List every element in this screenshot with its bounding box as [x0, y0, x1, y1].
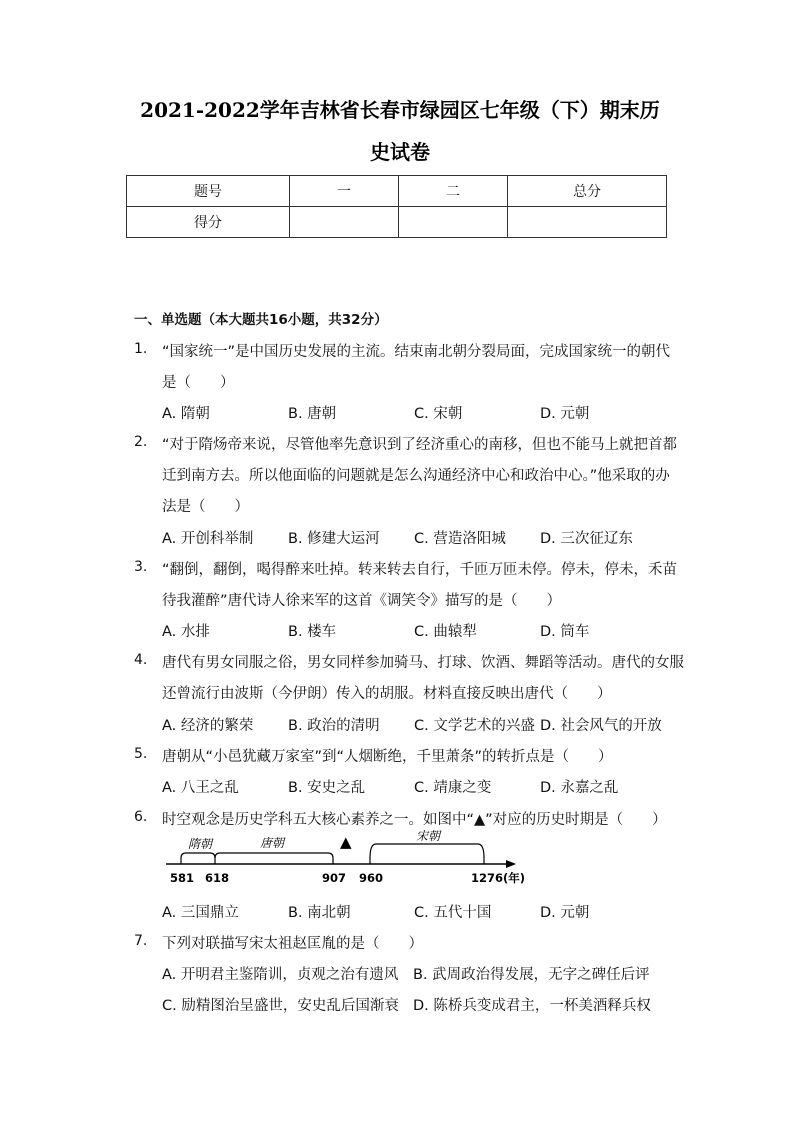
question-text: 唐朝从“小邑犹藏万家室”到“人烟断绝，千里萧条”的转折点是（ ）: [162, 749, 613, 765]
option-c: C. 曲辕犁: [414, 624, 477, 640]
question-text: 迁到南方去。所以他面临的问题就是怎么沟通经济中心和政治中心。”他采取的办: [162, 468, 670, 484]
option-d: D. 元朝: [540, 406, 590, 422]
timeline-unit: (年): [503, 871, 526, 885]
period-label-tang: 唐朝: [260, 836, 285, 850]
tick-label: 960: [359, 871, 384, 885]
question-text: 还曾流行由波斯（今伊朗）传入的胡服。材料直接反映出唐代（ ）: [162, 686, 612, 702]
tick-label: 581: [170, 871, 195, 885]
option-a: A. 经济的繁荣: [162, 718, 254, 734]
tick-label: 618: [205, 871, 230, 885]
question-number: 7.: [134, 933, 148, 949]
question-text: “国家统一”是中国历史发展的主流。结束南北朝分裂局面，完成国家统一的朝代: [162, 344, 671, 360]
score-header-cell: 题号: [127, 176, 290, 207]
exam-title-line2: 史试卷: [370, 140, 430, 164]
option-d: D. 元朝: [540, 905, 590, 921]
question-number: 5.: [134, 746, 148, 762]
song-dynasty-bracket: [370, 844, 484, 858]
option-a: A. 隋朝: [162, 406, 210, 422]
option-b: B. 安史之乱: [288, 780, 366, 796]
score-header-cell: 一: [290, 176, 399, 207]
tick-label: 907: [322, 871, 347, 885]
period-label-sui: 隋朝: [188, 837, 213, 851]
score-cell: [508, 207, 667, 238]
score-cell: [290, 207, 399, 238]
tang-dynasty-bracket: [215, 853, 333, 858]
option-d: D. 陈桥兵变成君主，一杯美酒释兵权: [413, 998, 651, 1014]
question-text: 法是（ ）: [162, 499, 249, 515]
option-b: B. 南北朝: [288, 905, 351, 921]
option-c: C. 宋朝: [414, 406, 463, 422]
score-table: [126, 175, 667, 238]
question-text: 待我灌醉”唐代诗人徐来军的这首《调笑令》描写的是（ ）: [162, 593, 562, 609]
option-d: D. 筒车: [540, 624, 590, 640]
option-c: C. 五代十国: [414, 905, 492, 921]
option-d: D. 社会风气的开放: [540, 718, 662, 734]
score-table-header-row: [127, 176, 667, 207]
option-c: C. 励精图治呈盛世，安史乱后国渐衰: [162, 998, 399, 1014]
question-number: 6.: [134, 809, 148, 825]
question-number: 1.: [134, 341, 148, 357]
score-row-label: 得分: [127, 207, 290, 238]
question-number: 3.: [134, 559, 148, 575]
option-d: D. 永嘉之乱: [540, 780, 619, 796]
option-c: C. 文学艺术的兴盛: [414, 718, 535, 734]
option-a: A. 水排: [162, 624, 210, 640]
question-text: 唐代有男女同服之俗，男女同样参加骑马、打球、饮酒、舞蹈等活动。唐代的女服: [162, 655, 684, 671]
question-number: 4.: [134, 652, 148, 668]
question-text: 是（ ）: [162, 375, 235, 391]
option-b: B. 修建大运河: [288, 531, 380, 547]
period-label-song: 宋朝: [416, 829, 441, 843]
option-b: B. 楼车: [288, 624, 337, 640]
option-b: B. 唐朝: [288, 406, 337, 422]
option-a: A. 开明君主鉴隋训，贞观之治有遗风: [162, 967, 399, 983]
question-text: 下列对联描写宋太祖赵匡胤的是（ ）: [162, 936, 423, 952]
score-table-score-row: [127, 207, 667, 238]
option-d: D. 三次征辽东: [540, 531, 633, 547]
exam-title-line1: 2021-2022学年吉林省长春市绿园区七年级（下）期末历: [140, 98, 660, 122]
option-a: A. 开创科举制: [162, 531, 254, 547]
option-a: A. 八王之乱: [162, 780, 239, 796]
section-heading-single-choice: 一、单选题（本大题共16小题，共32分）: [134, 312, 388, 328]
question-text: “翻倒，翻倒，喝得醉来吐掉。转来转去自行，千匝万匝未停。停未，停未，禾苗: [162, 562, 678, 578]
option-b: B. 政治的清明: [288, 718, 380, 734]
triangle-marker-icon: ▲: [340, 833, 352, 851]
question-number: 2.: [134, 434, 148, 450]
timeline-diagram: [160, 826, 530, 888]
timeline-arrow-icon: [506, 860, 516, 868]
sui-dynasty-bracket: [181, 853, 215, 858]
tick-label: 1276: [471, 871, 504, 885]
score-header-cell: 二: [399, 176, 508, 207]
option-b: B. 武周政治得发展，无字之碑任后评: [413, 967, 650, 983]
score-cell: [399, 207, 508, 238]
option-a: A. 三国鼎立: [162, 905, 239, 921]
question-text: “对于隋炀帝来说，尽管他率先意识到了经济重心的南移，但也不能马上就把首都: [162, 437, 678, 453]
score-header-cell: 总分: [508, 176, 667, 207]
option-c: C. 靖康之变: [414, 780, 492, 796]
option-c: C. 营造洛阳城: [414, 531, 506, 547]
question-text: 时空观念是历史学科五大核心素养之一。如图中“▲”对应的历史时期是（ ）: [162, 812, 667, 828]
